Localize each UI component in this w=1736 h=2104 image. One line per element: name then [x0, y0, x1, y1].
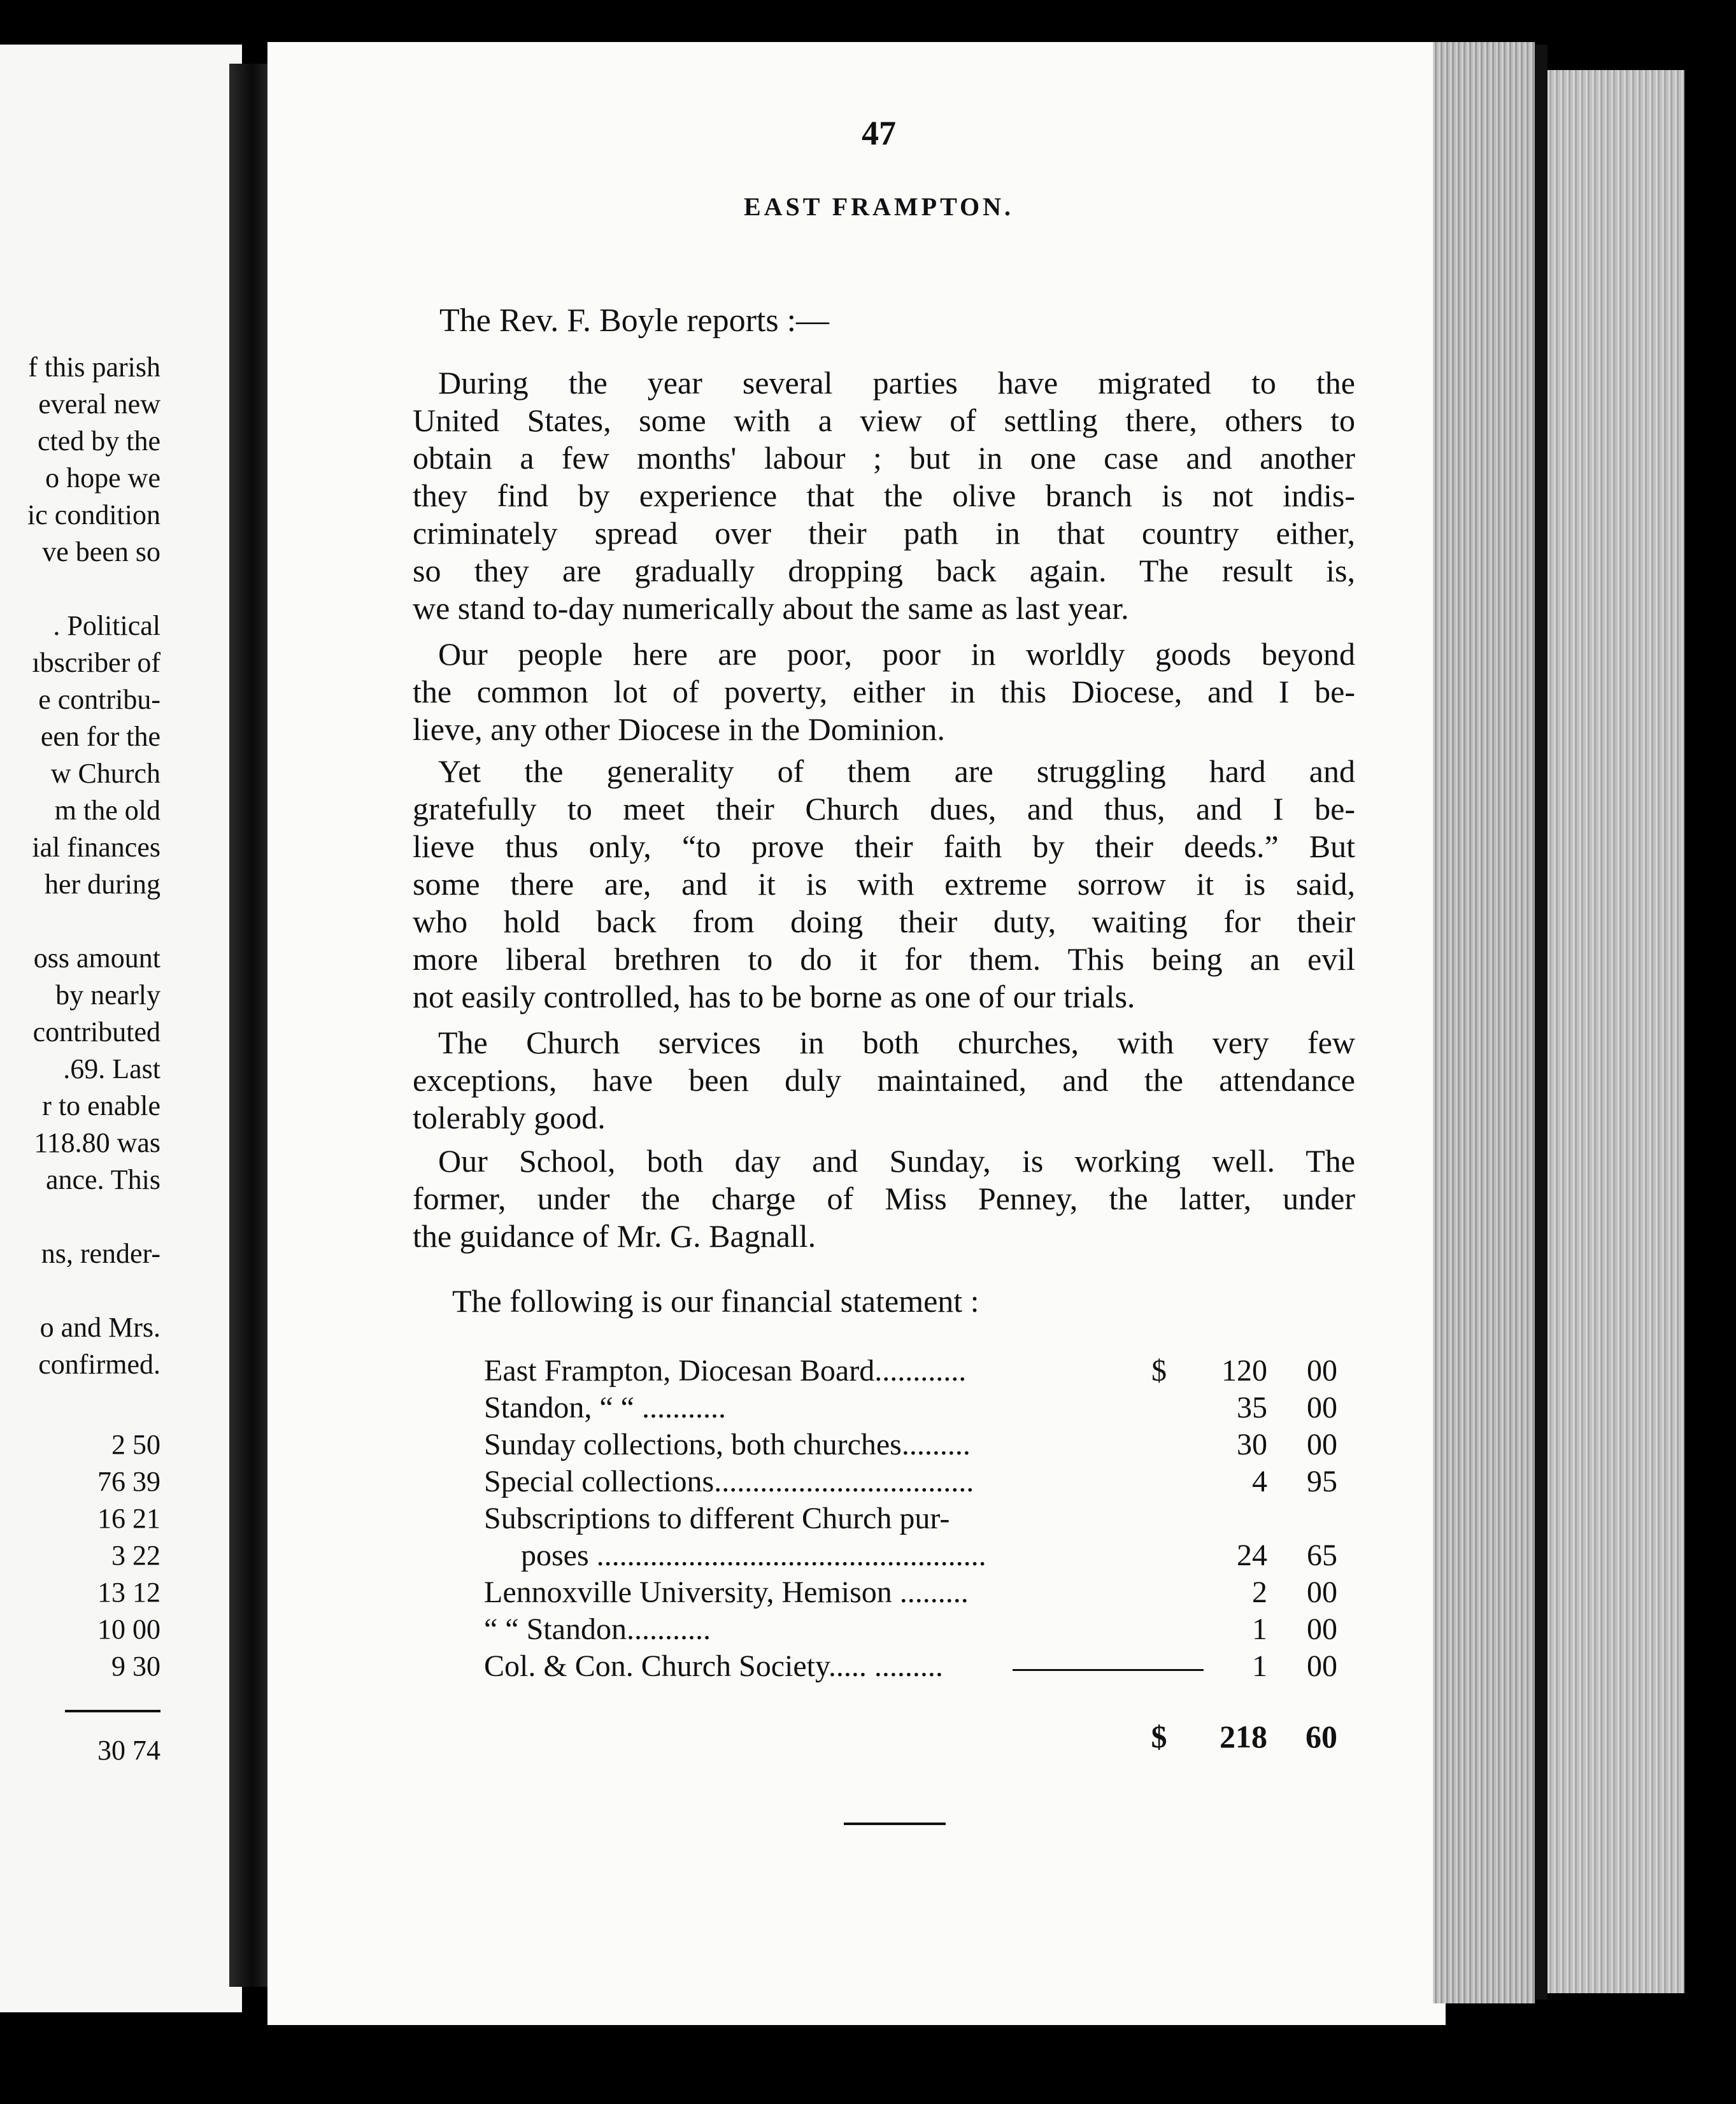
financial-row — [484, 1611, 1401, 1648]
financial-row-dollars: 120 — [1221, 1354, 1267, 1388]
paragraph-line: Our School, both day and Sunday, is working well. The — [438, 1143, 1355, 1179]
left-page-rule — [65, 1710, 160, 1712]
left-page-line: everal new — [38, 388, 160, 420]
left-page-line: confirmed. — [38, 1349, 160, 1380]
report-paragraph — [413, 1024, 1355, 1137]
left-page-line: her during — [44, 869, 160, 900]
total-dollars: 218 — [1220, 1719, 1267, 1754]
book-gutter — [229, 64, 267, 1987]
left-page-line: ns, render- — [41, 1238, 160, 1269]
financial-row — [484, 1353, 1401, 1390]
left-page-total — [0, 1732, 160, 1769]
left-page-text — [0, 349, 160, 1383]
financial-row-cents: 00 — [1307, 1428, 1337, 1461]
financial-total-row — [484, 1718, 1401, 1755]
left-facing-page — [0, 45, 242, 2012]
financial-row — [484, 1500, 1401, 1537]
financial-row-label: East Frampton, Diocesan Board............ — [484, 1354, 967, 1388]
financial-row-cents: 00 — [1307, 1612, 1337, 1646]
left-page-line: ıbscriber of — [32, 647, 160, 678]
left-page-line — [0, 571, 160, 608]
page-number: 47 — [862, 114, 896, 152]
book-page — [267, 42, 1446, 2025]
paragraph-line: The Church services in both churches, with very few — [438, 1025, 1355, 1060]
financial-row-cents: 00 — [1307, 1354, 1337, 1388]
left-page-line: f this parish — [28, 352, 160, 383]
financial-row-dollars: 2 — [1252, 1575, 1267, 1609]
report-paragraph — [413, 753, 1355, 1016]
financial-row-label: Sunday collections, both churches......... — [484, 1428, 971, 1461]
paragraph-line: tolerably good. — [413, 1100, 606, 1135]
report-intro: The Rev. F. Boyle reports :— — [439, 302, 830, 339]
financial-row-dollars: 4 — [1252, 1465, 1267, 1498]
financial-row-label: Subscriptions to different Church pur- — [484, 1502, 950, 1535]
cover-edge — [1535, 45, 1547, 2000]
paragraph-line: more liberal brethren to do it for them. This being an evil — [413, 941, 1355, 977]
paragraph-line: exceptions, have been duly maintained, and the attendance — [413, 1062, 1355, 1098]
paragraph-line: Yet the generality of them are struggling hard and — [438, 753, 1355, 789]
financial-row-cents: 00 — [1307, 1391, 1337, 1425]
left-page-line — [0, 903, 160, 940]
paragraph-line: who hold back from doing their duty, waiting for their — [413, 904, 1355, 939]
paragraph-line: criminately spread over their path in that country either, — [413, 515, 1355, 551]
paragraph-line: we stand to-day numerically about the same as last year. — [413, 590, 1129, 626]
left-total-amount: 30 74 — [97, 1735, 160, 1766]
end-of-section-rule — [844, 1823, 946, 1825]
left-page-line — [0, 1198, 160, 1235]
financial-row-cents: 65 — [1307, 1539, 1337, 1572]
financial-row-label: Lennoxville University, Hemison ......... — [484, 1575, 969, 1609]
paragraph-line: not easily controlled, has to be borne as one of our trials. — [413, 979, 1135, 1014]
paragraph-line: United States, some with a view of settling there, others to — [413, 402, 1355, 438]
left-page-line: r to enable — [42, 1090, 160, 1121]
financial-row-label: Special collections.................................. — [484, 1465, 974, 1498]
financial-total-rule — [1013, 1669, 1204, 1671]
left-page-line: ic condition — [27, 499, 160, 530]
left-page-line: contributed — [32, 1016, 160, 1048]
financial-row-cents: 00 — [1307, 1649, 1337, 1683]
financial-row — [484, 1574, 1401, 1611]
left-page-figure: 2 50 — [111, 1429, 160, 1460]
left-page-figure: 76 39 — [97, 1466, 160, 1497]
paragraph-line: former, under the charge of Miss Penney, the latter, under — [413, 1181, 1355, 1216]
paragraph-line: gratefully to meet their Church dues, and thus, and I be- — [413, 791, 1355, 827]
left-page-line: o and Mrs. — [39, 1312, 160, 1343]
section-title: EAST FRAMPTON. — [743, 192, 1014, 221]
left-page-figure: 13 12 — [97, 1577, 160, 1608]
report-paragraph — [413, 636, 1355, 748]
left-page-line: ve been so — [42, 536, 160, 567]
left-page-figures — [0, 1426, 160, 1685]
paragraph-line: some there are, and it is with extreme sorrow it is said, — [413, 866, 1355, 902]
financial-row — [484, 1537, 1401, 1574]
financial-row-label: “ “ Standon........... — [484, 1612, 711, 1646]
financial-row-label: Col. & Con. Church Society..... ......... — [484, 1649, 943, 1683]
left-page-line: 118.80 was — [34, 1127, 160, 1158]
left-page-line — [0, 1272, 160, 1309]
financial-row-cents: 95 — [1307, 1465, 1337, 1498]
total-currency-symbol: $ — [1151, 1719, 1167, 1754]
left-page-line: .69. Last — [63, 1053, 160, 1084]
total-cents: 60 — [1306, 1719, 1337, 1754]
left-page-line: ial finances — [32, 832, 160, 863]
financial-row — [484, 1390, 1401, 1426]
left-page-line: m the old — [54, 795, 160, 826]
financial-row-currency: $ — [1151, 1354, 1167, 1388]
left-page-line: ance. This — [45, 1164, 160, 1195]
left-page-line: e contribu- — [38, 684, 160, 715]
left-page-line: w Church — [50, 758, 160, 789]
paragraph-line: the guidance of Mr. G. Bagnall. — [413, 1218, 816, 1254]
financial-row-label: Standon, “ “ ........... — [484, 1391, 726, 1425]
left-page-line: o hope we — [45, 462, 160, 494]
left-page-line: . Political — [53, 610, 160, 641]
financial-row-label: poses ................................................... — [521, 1539, 986, 1572]
left-page-line: cted by the — [37, 425, 160, 457]
financial-row-dollars: 30 — [1237, 1428, 1267, 1461]
left-page-line: oss amount — [33, 942, 160, 974]
paragraph-line: obtain a few months' labour ; but in one case and another — [413, 440, 1355, 476]
financial-statement-intro: The following is our financial statement : — [452, 1283, 979, 1319]
page-edges — [1433, 42, 1535, 2003]
financial-row-dollars: 1 — [1252, 1612, 1267, 1646]
financial-row-dollars: 1 — [1252, 1649, 1267, 1683]
paragraph-line: lieve, any other Diocese in the Dominion. — [413, 711, 945, 747]
paragraph-line: Our people here are poor, poor in worldly goods beyond — [438, 636, 1355, 672]
paragraph-line: they find by experience that the olive branch is not indis- — [413, 478, 1355, 513]
financial-statement-table — [484, 1353, 1401, 1685]
financial-row-dollars: 35 — [1237, 1391, 1267, 1425]
left-page-figure: 16 21 — [97, 1503, 160, 1534]
report-paragraph — [413, 364, 1355, 627]
paragraph-line: the common lot of poverty, either in this Diocese, and I be- — [413, 674, 1355, 709]
financial-row — [484, 1648, 1401, 1685]
financial-row — [484, 1463, 1401, 1500]
report-paragraph — [413, 1142, 1355, 1255]
paragraph-line: so they are gradually dropping back again. The result is, — [413, 553, 1355, 588]
paragraph-line: During the year several parties have migrated to the — [438, 365, 1355, 401]
left-page-figure: 10 00 — [97, 1614, 160, 1645]
financial-row-cents: 00 — [1307, 1575, 1337, 1609]
left-page-line: by nearly — [55, 979, 160, 1011]
left-page-line: een for the — [40, 721, 160, 752]
book-block-edge — [1547, 70, 1684, 1993]
left-page-figure: 9 30 — [111, 1651, 160, 1682]
financial-row — [484, 1426, 1401, 1463]
financial-row-dollars: 24 — [1237, 1539, 1267, 1572]
left-page-figure: 3 22 — [111, 1540, 160, 1571]
paragraph-line: lieve thus only, “to prove their faith by their deeds.” But — [413, 828, 1355, 864]
